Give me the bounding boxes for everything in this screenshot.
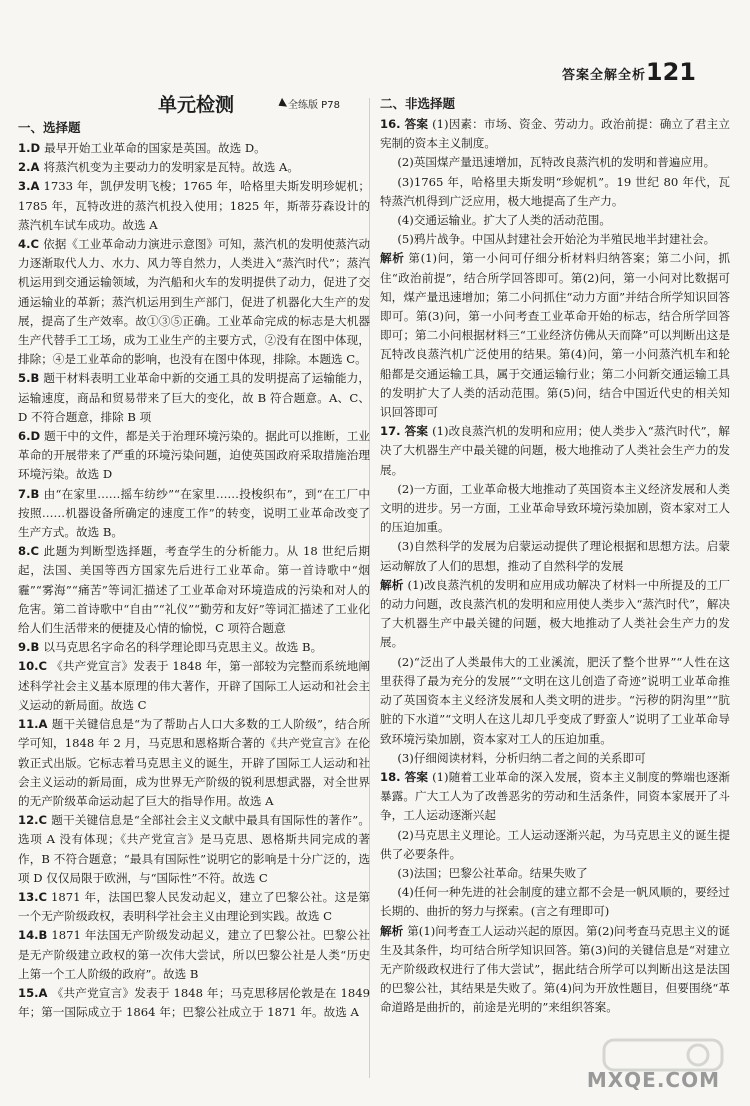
answer-line — [18, 657, 370, 715]
answer-text: (3)法国；巴黎公社革命。结果失败了 — [397, 865, 588, 880]
answer-item — [18, 926, 370, 984]
answer-item — [18, 485, 370, 543]
page-number: 121 — [645, 58, 696, 86]
item-number: 9.B — [18, 640, 40, 655]
answer-text: 第(1)问考查工人运动兴起的原因。第(2)问考查马克思主义的诞生及其条件，均可结合所学知识回答。第(3)问的关键信息是“对建立无产阶级政权进行了伟大尝试”，据此结合所学可以判断出这是法国的巴黎公社，其结果是失败了。第(4)问为开放性题目，但要围绕“革命道路是曲折的，前途是光明的”来组织答案。 — [380, 923, 730, 1015]
answer-line — [18, 926, 370, 984]
answer-text: (2)英国煤产量迅速增加，瓦特改良蒸汽机的发明和普遍应用。 — [397, 155, 716, 170]
answer-line — [380, 249, 730, 422]
answer-text: (4)交通运输业。扩大了人类的活动范围。 — [397, 213, 611, 228]
answer-line — [380, 230, 730, 249]
answer-line — [18, 427, 370, 485]
answer-line — [380, 883, 730, 921]
answer-item — [18, 542, 370, 638]
item-number: 4.C — [18, 237, 39, 252]
header-label: 答案全解全析 — [561, 68, 646, 83]
arrow-icon — [276, 98, 287, 110]
answer-text: (1)改良蒸汽机的发明和应用成功解决了材料一中所提及的工厂的动力问题，改良蒸汽机的发明和应用使人类步入“蒸汽时代”，解决了大机器生产中最关键的问题，极大地推动了人类社会生产力的发展。 — [380, 577, 730, 650]
answer-text: (4)任何一种先进的社会制度的建立都不会是一帆风顺的，要经过长期的、曲折的努力与探索。(言之有理即可) — [380, 885, 730, 919]
answer-item — [18, 139, 370, 158]
answer-item — [380, 576, 730, 768]
answer-item — [18, 888, 370, 926]
answer-text: 题干关键信息是“为了帮助占人口大多数的工人阶级”，结合所学可知，1848 年 2 月，马克思和恩格斯合著的《共产党宣言》在伦敦正式出版。它标志着马克思主义的诞生，开辟了国际工人运动和社会主义运动的新局面，成为世界无产阶级的锐利思想武器，对全世界的无产阶级革命运动起了巨大的指导作用。故选 A — [18, 717, 370, 808]
answer-line — [18, 715, 370, 811]
page-header — [0, 58, 750, 86]
answer-text: 最早开始工业革命的国家是英国。故选 D。 — [44, 141, 266, 155]
answer-text: 第(1)问，第一小问可仔细分析材料归纳答案；第二小问，抓住“政治前提”，结合所学回答即可。第(2)问，第一小问对比数据可知，煤产量迅速增加；第二小问抓住“动力方面”并结合所学知识回答即可。第(3)问，第一小问考查工业革命开始的标志，结合所学回答即可；第二小问根据材料三“工业经济仿佛从天而降”可以判断出这是瓦特改良蒸汽机广泛使用的结果。第(4)问，第一小问蒸汽机车和轮船都是交通运输工具，属于交通运输行业；第二小问新交通运输工具的发明扩大了人类的活动范围。第(5)问，结合中国近代史的相关知识回答即可 — [380, 251, 730, 420]
answer-line — [380, 153, 730, 172]
unit-title: 单元检测 — [158, 94, 235, 116]
answer-line — [18, 638, 370, 657]
unit-reference-text: 全练版 P78 — [288, 100, 340, 111]
answer-item — [18, 657, 370, 715]
answer-line — [18, 235, 370, 369]
item-keyword: 答案 — [404, 117, 429, 131]
unit-reference — [278, 96, 340, 111]
item-number: 10.C — [18, 659, 48, 674]
answer-line — [18, 542, 370, 638]
answer-item — [380, 422, 730, 576]
answer-item — [18, 369, 370, 427]
answer-text: (1)随着工业革命的深入发展，资本主义制度的弊端也逐渐暴露。广大工人为了改善恶劣的劳动和生活条件，同资本家展开了斗争，工人运动逐渐兴起 — [380, 769, 730, 823]
answer-item — [18, 811, 370, 888]
item-keyword: 解析 — [380, 923, 404, 938]
item-number: 6.D — [18, 429, 41, 444]
answer-line — [380, 576, 730, 653]
answer-text: (3)自然科学的发展为启蒙运动提供了理论根据和思想方法。启蒙运动解放了人们的思想，推动了自然科学的发展 — [380, 539, 730, 573]
choice-answer-list — [18, 139, 370, 1022]
answer-line — [380, 826, 730, 864]
answer-text: (2)马克思主义理论。工人运动逐渐兴起，为马克思主义的诞生提供了必要条件。 — [380, 827, 730, 861]
answer-item — [18, 715, 370, 811]
answer-item — [18, 235, 370, 369]
answer-line — [380, 173, 730, 211]
answer-line — [380, 653, 730, 749]
answer-text: 题干关键信息是“全部社会主义文献中最具有国际性的著作”。选项 A 没有体现；《共产党宣言》是马克思、恩格斯共同完成的著作，B 不符合题意；“最具有国际性”说明它的影响是十分广泛的，选项 D 仅仅局限于欧洲，与“国际性”不符。故选 C — [18, 813, 370, 885]
answer-text: 1733 年，凯伊发明飞梭；1765 年，哈格里夫斯发明珍妮机；1785 年，瓦特改进的蒸汽机投入使用；1825 年，斯蒂芬森设计的蒸汽机车试车成功。故选 A — [18, 179, 370, 232]
answer-item — [18, 158, 370, 177]
item-number: 17. — [380, 424, 401, 439]
answer-text: 此题为判断型选择题，考查学生的分析能力。从 18 世纪后期起，法国、美国等西方国家先后进行工业革命。第一首诗歌中“烟霾”“雾海”“痛苦”等词汇描述了工业革命对环境造成的污染和对人的危害。第二首诗歌中“自由”“礼仪”“勤劳和友好”等词汇描述了工业化给人们生活带来的便捷及心情的愉悦，C 项符合题意 — [18, 544, 370, 636]
watermark-text: MXQE.COM — [586, 1068, 720, 1092]
answer-line — [380, 480, 730, 538]
answer-item — [18, 638, 370, 657]
answer-line — [380, 211, 730, 230]
answer-line — [18, 139, 370, 158]
answer-text: 依据《工业革命动力演进示意图》可知，蒸汽机的发明使蒸汽动力逐渐取代人力、水力、风力等自然力，人类进入“蒸汽时代”；蒸汽机运用到交通运输领域，为汽船和火车的发明提供了动力，促进了交通运输业的革新；蒸汽机运用到生产部门，促进了机器化大生产的发展，提高了生产效率。故①③⑤正确。工业革命完成的标志是大机器生产代替手工工场，成为工业生产的主要方式，②没有在图中体现，排除；④是工业革命的影响，也没有在图中体现，排除。本题选 C。 — [18, 237, 370, 367]
answer-line — [18, 158, 370, 177]
answer-text: (1)因素：市场、资金、劳动力。政治前提：确立了君主立宪制的资本主义制度。 — [380, 117, 730, 151]
answer-item — [18, 427, 370, 485]
item-number: 13.C — [18, 889, 48, 904]
answer-line — [18, 811, 370, 888]
answer-text: 将蒸汽机变为主要动力的发明家是瓦特。故选 A。 — [43, 160, 299, 175]
item-keyword: 答案 — [404, 769, 429, 784]
answer-text: 1871 年法国无产阶级发动起义，建立了巴黎公社。巴黎公社是无产阶级建立政权的第一次伟大尝试，所以巴黎公社是人类“历史上第一个工人阶级的政府”。故选 B — [18, 928, 370, 981]
item-number: 11.A — [18, 717, 48, 732]
answer-item — [18, 177, 370, 235]
left-column — [18, 92, 370, 1022]
answer-text: 以马克思名字命名的科学理论即马克思主义。故选 B。 — [43, 640, 323, 655]
answer-line — [380, 749, 730, 768]
answer-text: 《共产党宣言》发表于 1848 年，第一部较为完整而系统地阐述科学社会主义基本原理的伟大著作，开辟了国际工人运动和社会主义运动的新局面。故选 C — [18, 659, 370, 712]
answer-text: (3)1765 年，哈格里夫斯发明“珍妮机”。19 世纪 80 年代，瓦特蒸汽机得到广泛应用，极大地提高了生产力。 — [380, 174, 730, 208]
answer-line — [18, 369, 370, 427]
answer-line — [380, 537, 730, 575]
answer-item — [380, 768, 730, 922]
answer-text: (5)鸦片战争。中国从封建社会开始沦为半殖民地半封建社会。 — [397, 232, 716, 247]
answer-item — [380, 249, 730, 422]
item-keyword: 解析 — [380, 577, 404, 592]
nonchoice-answer-list — [380, 115, 730, 1018]
answer-line — [380, 422, 730, 480]
answer-text: 1871 年，法国巴黎人民发动起义，建立了巴黎公社。这是第一个无产阶级政权，表明科学社会主义由理论到实践。故选 C — [18, 889, 370, 924]
item-number: 7.B — [18, 486, 40, 501]
unit-title-row — [18, 92, 370, 116]
answer-text: 题干材料表明工业革命中新的交通工具的发明提高了运输能力，运输速度，商品和贸易带来了巨大的变化，故 B 符合题意。A、C、D 不符合题意，排除 B 项 — [18, 371, 370, 424]
right-column — [380, 92, 730, 1018]
item-number: 2.A — [18, 160, 40, 175]
answer-text: 由“在家里……摇车纺纱”“在家里……投梭织布”，到“在工厂中按照……机器设备所确定的速度工作”的转变，说明工业革命改变了生产方式。故选 B。 — [18, 486, 370, 540]
item-number: 16. — [380, 117, 401, 131]
answer-text: (1)改良蒸汽机的发明和应用；使人类步入“蒸汽时代”，解决了大机器生产中最关键的问题，极大地推动了人类社会生产力的发展。 — [380, 424, 730, 477]
answer-line — [18, 888, 370, 926]
answer-text: 《共产党宣言》发表于 1848 年；马克思移居伦敦是在 1849 年；第一国际成立于 1864 年；巴黎公社成立于 1871 年。故选 A — [18, 985, 370, 1020]
answer-text: (2)一方面，工业革命极大地推动了英国资本主义经济发展和人类文明的进步。另一方面，工业革命导致环境污染加剧，资本家对工人的压迫加重。 — [380, 481, 730, 535]
item-keyword: 答案 — [404, 424, 429, 439]
item-number: 5.B — [18, 371, 40, 386]
section-heading-nonchoice: 二、非选择题 — [380, 96, 456, 111]
answer-line — [18, 485, 370, 543]
answer-text: 题干中的文件，都是关于治理环境污染的。据此可以推断，工业革命的开展带来了严重的环境污染问题，迫使英国政府采取措施治理环境污染。故选 D — [18, 429, 370, 482]
answer-line — [380, 768, 730, 826]
answer-item — [380, 115, 730, 249]
item-number: 18. — [380, 769, 401, 784]
item-number: 8.C — [18, 544, 39, 559]
answer-line — [380, 864, 730, 883]
item-number: 12.C — [18, 813, 48, 828]
item-keyword: 解析 — [380, 251, 405, 266]
answer-line — [380, 922, 730, 1018]
answer-item — [18, 984, 370, 1022]
answer-line — [18, 984, 370, 1022]
answer-line — [18, 177, 370, 235]
item-number: 1.D — [18, 141, 41, 155]
answer-line — [380, 115, 730, 153]
answer-text: (3)仔细阅读材料，分析归纳二者之间的关系即可 — [397, 750, 646, 765]
answer-text: (2)“泛出了人类最伟大的工业溪流，肥沃了整个世界”“人性在这里获得了最为充分的发展”“文明在这儿创造了奇迹”说明工业革命推动了英国资本主义经济发展和人类文明的进步。“污秽的阴沟里”“肮脏的下水道”“文明人在这儿却几乎变成了野蛮人”说明了工业革命导致环境污染加剧，资本家对工人的压迫加重。 — [380, 654, 730, 746]
answer-item — [380, 922, 730, 1018]
section-heading-choice: 一、选择题 — [18, 120, 81, 135]
item-number: 3.A — [18, 179, 40, 194]
item-number: 14.B — [18, 928, 48, 943]
item-number: 15.A — [18, 985, 48, 1000]
